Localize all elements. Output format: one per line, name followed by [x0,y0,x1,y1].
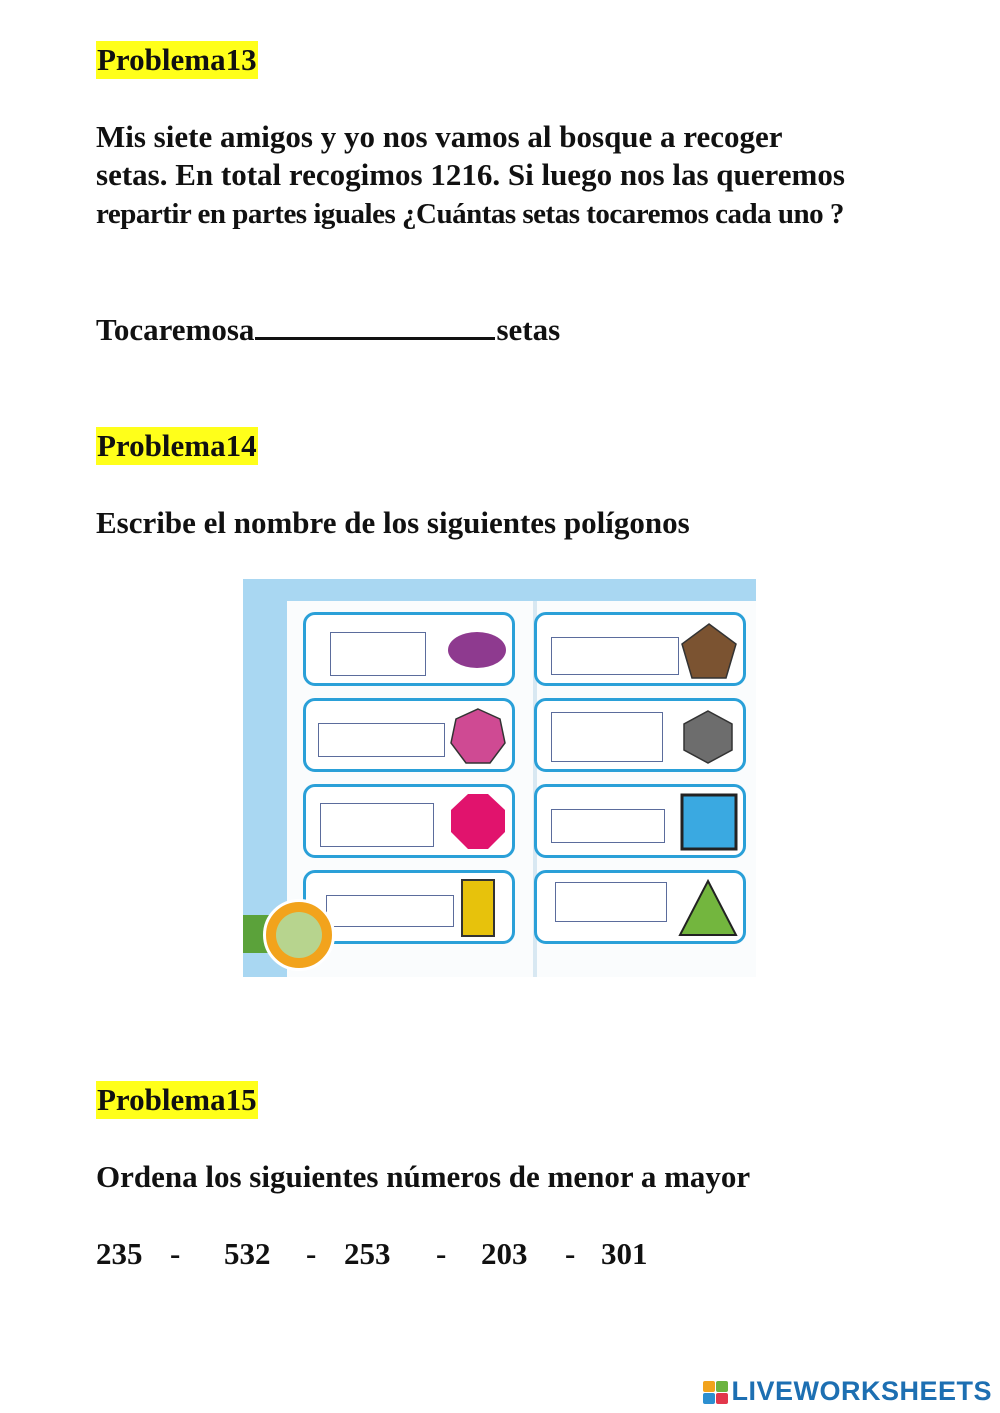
answer-prefix: Tocaremosa [96,312,255,347]
octagon-icon [448,792,508,852]
number-3: 253 [344,1236,391,1271]
polygon-card-7 [534,784,746,858]
separator-4: - [565,1236,576,1271]
problem13-answer-line [96,311,560,349]
polygon-card-2 [303,698,515,772]
answer-box-4[interactable] [326,895,454,927]
polygon-activity-image [243,579,756,977]
answer-box-7[interactable] [551,809,665,843]
polygon-card-1 [303,612,515,686]
spain-map-badge-icon [263,899,335,971]
triangle-icon [677,878,739,938]
answer-box-1[interactable] [330,632,426,676]
heptagon-icon [448,707,508,767]
polygon-card-6 [534,698,746,772]
problem13-line-2: setas. En total recogimos 1216. Si luego nos las queremos [96,157,845,192]
problem13-line-3: repartir en partes iguales ¿Cuántas setas tocaremos cada uno ? [96,198,844,230]
polygon-card-3 [303,784,515,858]
square-icon [679,792,739,852]
number-4: 203 [481,1236,528,1271]
liveworksheets-logo-icon [703,1381,729,1405]
liveworksheets-logo [703,1376,992,1407]
number-1: 235 [96,1236,143,1271]
problem15-title: Problema15 [97,1082,257,1117]
pentagon-icon [679,622,739,680]
hexagon-icon [681,709,735,765]
number-5: 301 [601,1236,648,1271]
answer-suffix: setas [496,312,561,347]
polygon-card-5 [534,612,746,686]
answer-box-2[interactable] [318,723,445,757]
problem13-line-1: Mis siete amigos y yo nos vamos al bosque a recoger [96,119,783,154]
ellipse-icon [446,629,508,671]
problem13-title: Problema13 [97,42,257,77]
rectangle-icon [460,878,496,938]
answer-box-6[interactable] [551,712,663,762]
separator-1: - [170,1236,181,1271]
number-2: 532 [224,1236,271,1271]
answer-blank[interactable] [255,311,495,340]
logo-text: LIVEWORKSHEETS [731,1376,992,1406]
answer-box-5[interactable] [551,637,679,675]
problem14-title: Problema14 [97,428,257,463]
answer-box-8[interactable] [555,882,667,922]
separator-3: - [436,1236,447,1271]
answer-box-3[interactable] [320,803,434,847]
problem14-instruction: Escribe el nombre de los siguientes polígonos [96,505,690,540]
polygon-card-8 [534,870,746,944]
problem15-instruction: Ordena los siguientes números de menor a mayor [96,1159,751,1194]
separator-2: - [306,1236,317,1271]
